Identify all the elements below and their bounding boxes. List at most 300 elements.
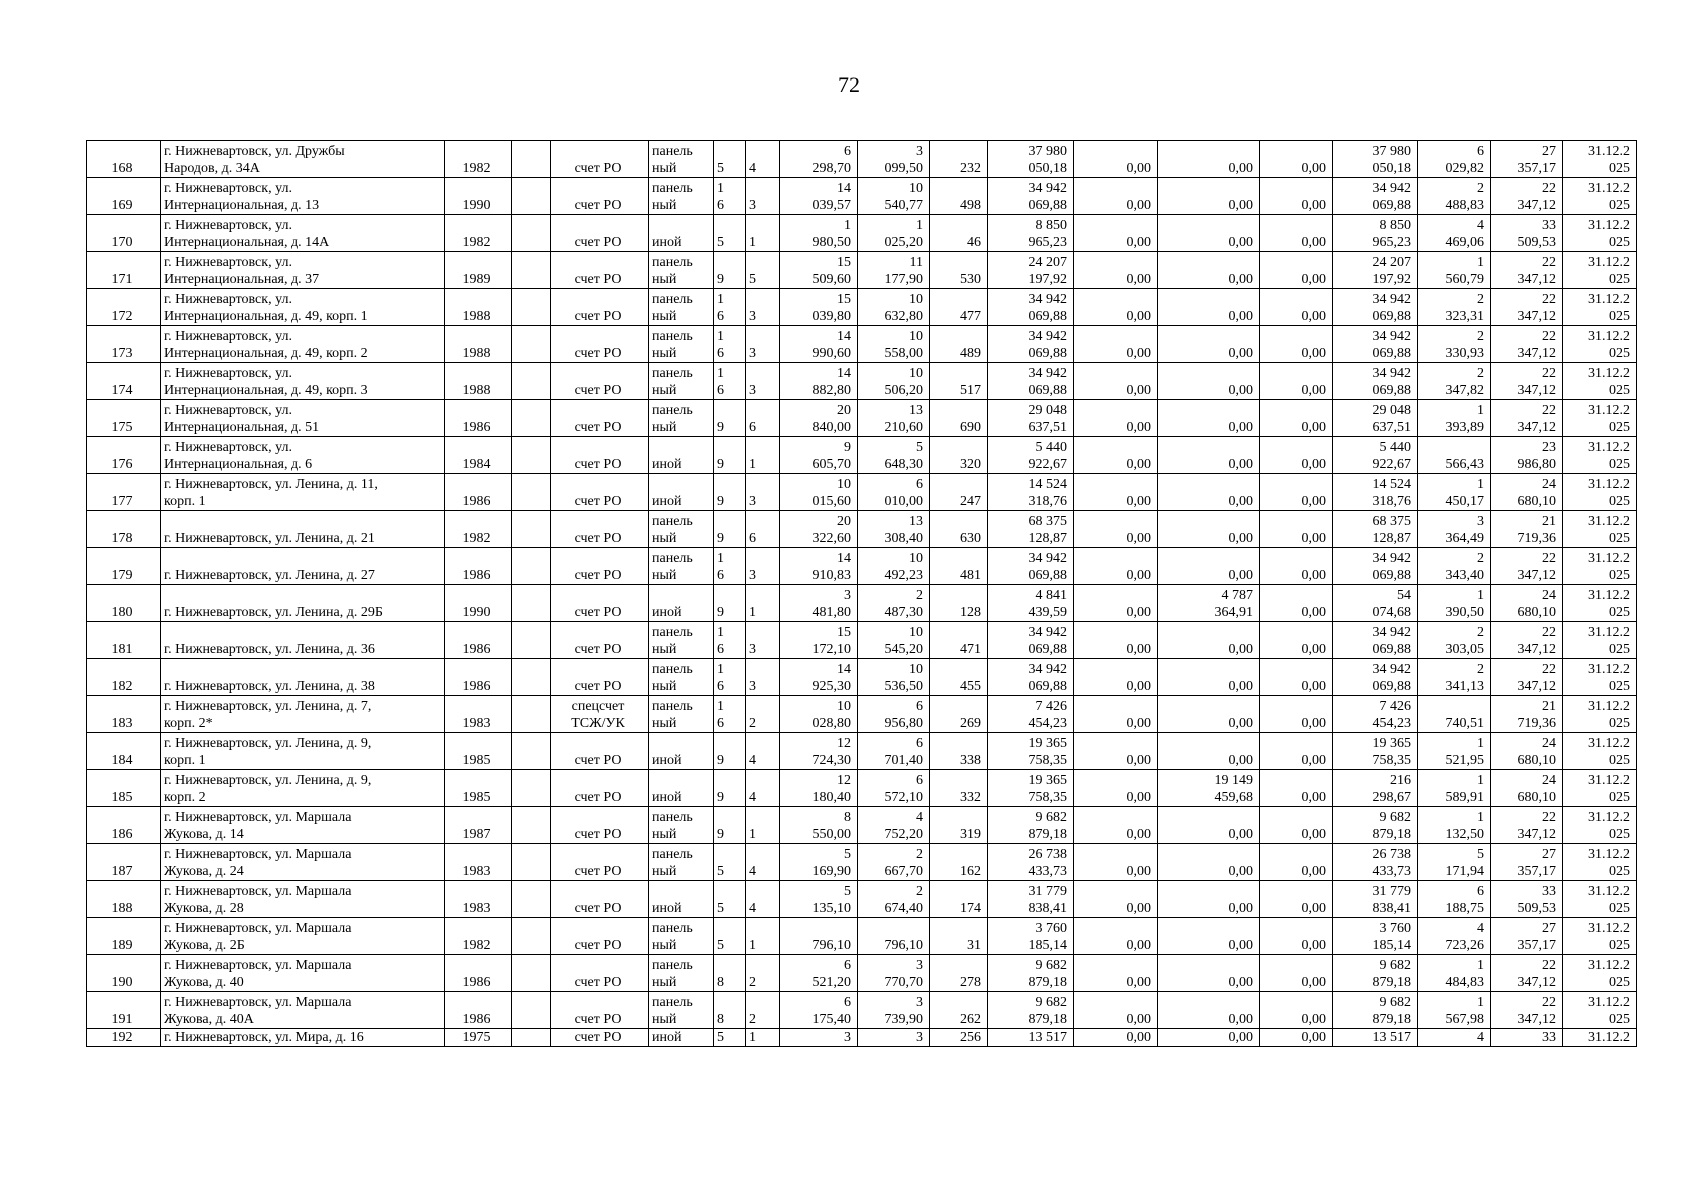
floors-cell: 1 6	[714, 289, 746, 326]
last-repair-year-cell	[512, 955, 551, 992]
subsidy-regional-cell: 0,00	[1158, 733, 1260, 770]
subsidy-local-cell: 0,00	[1260, 844, 1333, 881]
max-cost-cell: 21 719,36	[1491, 511, 1563, 548]
residents-cell: 232	[930, 141, 988, 178]
subsidy-regional-cell: 0,00	[1158, 511, 1260, 548]
max-cost-cell: 22 347,12	[1491, 622, 1563, 659]
total-cost-cell: 34 942 069,88	[988, 363, 1074, 400]
row-number-cell: 175	[87, 400, 161, 437]
living-area-cell: 11 177,90	[858, 252, 930, 289]
wall-material-cell: панель ный	[649, 252, 714, 289]
residents-cell: 489	[930, 326, 988, 363]
row-number-cell: 188	[87, 881, 161, 918]
floors-cell: 1 6	[714, 659, 746, 696]
address-cell: г. Нижневартовск, ул. Маршала Жукова, д. 14	[161, 807, 445, 844]
total-cost-cell: 4 841 439,59	[988, 585, 1074, 622]
owners-funds-cell: 37 980 050,18	[1333, 141, 1418, 178]
residents-cell: 332	[930, 770, 988, 807]
total-cost-cell: 34 942 069,88	[988, 326, 1074, 363]
residents-cell: 319	[930, 807, 988, 844]
row-number-cell: 168	[87, 141, 161, 178]
subsidy-federal-cell: 0,00	[1074, 770, 1158, 807]
address-cell: г. Нижневартовск, ул. Интернациональная, д. 14А	[161, 215, 445, 252]
total-area-cell: 6 521,20	[780, 955, 858, 992]
owners-funds-cell: 68 375 128,87	[1333, 511, 1418, 548]
max-cost-cell: 22 347,12	[1491, 548, 1563, 585]
fund-method-cell: счет РО	[551, 844, 649, 881]
specific-cost-cell: 1 560,79	[1418, 252, 1491, 289]
last-repair-year-cell	[512, 437, 551, 474]
specific-cost-cell: 4 723,26	[1418, 918, 1491, 955]
commissioning-year-cell: 1982	[445, 141, 512, 178]
floors-cell: 9	[714, 807, 746, 844]
last-repair-year-cell	[512, 252, 551, 289]
entrances-cell: 4	[746, 844, 780, 881]
residents-cell: 498	[930, 178, 988, 215]
last-repair-year-cell	[512, 733, 551, 770]
wall-material-cell: панель ный	[649, 622, 714, 659]
entrances-cell: 3	[746, 659, 780, 696]
floors-cell: 1 6	[714, 696, 746, 733]
fund-method-cell: счет РО	[551, 437, 649, 474]
max-cost-cell: 33 509,53	[1491, 215, 1563, 252]
last-repair-year-cell	[512, 992, 551, 1029]
subsidy-local-cell: 0,00	[1260, 252, 1333, 289]
total-area-cell: 5 169,90	[780, 844, 858, 881]
wall-material-cell: панель ный	[649, 511, 714, 548]
max-cost-cell: 24 680,10	[1491, 770, 1563, 807]
subsidy-local-cell: 0,00	[1260, 992, 1333, 1029]
subsidy-regional-cell: 0,00	[1158, 474, 1260, 511]
residents-cell: 530	[930, 252, 988, 289]
entrances-cell: 1	[746, 807, 780, 844]
total-cost-cell: 9 682 879,18	[988, 955, 1074, 992]
subsidy-federal-cell: 0,00	[1074, 659, 1158, 696]
subsidy-local-cell: 0,00	[1260, 548, 1333, 585]
entrances-cell: 4	[746, 141, 780, 178]
fund-method-cell: счет РО	[551, 881, 649, 918]
fund-method-cell: счет РО	[551, 770, 649, 807]
table-row	[87, 770, 1637, 807]
row-number-cell: 180	[87, 585, 161, 622]
commissioning-year-cell: 1988	[445, 363, 512, 400]
fund-method-cell: счет РО	[551, 326, 649, 363]
owners-funds-cell: 14 524 318,76	[1333, 474, 1418, 511]
owners-funds-cell: 9 682 879,18	[1333, 807, 1418, 844]
owners-funds-cell: 34 942 069,88	[1333, 548, 1418, 585]
table-row	[87, 807, 1637, 844]
address-cell: г. Нижневартовск, ул. Ленина, д. 38	[161, 659, 445, 696]
wall-material-cell: панель ный	[649, 548, 714, 585]
table-row	[87, 511, 1637, 548]
owners-funds-cell: 9 682 879,18	[1333, 992, 1418, 1029]
total-cost-cell: 9 682 879,18	[988, 807, 1074, 844]
floors-cell: 9	[714, 585, 746, 622]
subsidy-regional-cell: 0,00	[1158, 437, 1260, 474]
completion-date-cell: 31.12.2 025	[1563, 881, 1637, 918]
floors-cell: 9	[714, 770, 746, 807]
completion-date-cell: 31.12.2 025	[1563, 511, 1637, 548]
total-cost-cell: 14 524 318,76	[988, 474, 1074, 511]
last-repair-year-cell	[512, 289, 551, 326]
wall-material-cell: иной	[649, 215, 714, 252]
total-area-cell: 14 910,83	[780, 548, 858, 585]
subsidy-local-cell: 0,00	[1260, 178, 1333, 215]
total-cost-cell: 34 942 069,88	[988, 289, 1074, 326]
subsidy-local-cell: 0,00	[1260, 770, 1333, 807]
wall-material-cell: панель ный	[649, 696, 714, 733]
commissioning-year-cell: 1990	[445, 178, 512, 215]
completion-date-cell: 31.12.2 025	[1563, 807, 1637, 844]
row-number-cell: 192	[87, 1029, 161, 1047]
floors-cell: 9	[714, 252, 746, 289]
total-cost-cell: 68 375 128,87	[988, 511, 1074, 548]
wall-material-cell: панель ный	[649, 659, 714, 696]
total-area-cell: 15 172,10	[780, 622, 858, 659]
table-row	[87, 548, 1637, 585]
residents-cell: 162	[930, 844, 988, 881]
specific-cost-cell: 2 343,40	[1418, 548, 1491, 585]
specific-cost-cell: 1 132,50	[1418, 807, 1491, 844]
table-row	[87, 437, 1637, 474]
wall-material-cell: иной	[649, 1029, 714, 1047]
subsidy-local-cell: 0,00	[1260, 511, 1333, 548]
subsidy-federal-cell: 0,00	[1074, 178, 1158, 215]
last-repair-year-cell	[512, 141, 551, 178]
commissioning-year-cell: 1986	[445, 548, 512, 585]
max-cost-cell: 22 347,12	[1491, 807, 1563, 844]
residents-cell: 477	[930, 289, 988, 326]
wall-material-cell: иной	[649, 733, 714, 770]
total-cost-cell: 34 942 069,88	[988, 622, 1074, 659]
total-cost-cell: 19 365 758,35	[988, 770, 1074, 807]
subsidy-regional-cell: 0,00	[1158, 881, 1260, 918]
total-area-cell: 14 882,80	[780, 363, 858, 400]
floors-cell: 9	[714, 474, 746, 511]
completion-date-cell: 31.12.2 025	[1563, 141, 1637, 178]
subsidy-federal-cell: 0,00	[1074, 696, 1158, 733]
subsidy-local-cell: 0,00	[1260, 141, 1333, 178]
wall-material-cell: иной	[649, 474, 714, 511]
subsidy-federal-cell: 0,00	[1074, 918, 1158, 955]
entrances-cell: 3	[746, 474, 780, 511]
max-cost-cell: 22 347,12	[1491, 400, 1563, 437]
completion-date-cell: 31.12.2 025	[1563, 548, 1637, 585]
wall-material-cell: панель ный	[649, 918, 714, 955]
row-number-cell: 183	[87, 696, 161, 733]
subsidy-federal-cell: 0,00	[1074, 955, 1158, 992]
residents-cell: 256	[930, 1029, 988, 1047]
wall-material-cell: иной	[649, 881, 714, 918]
residents-cell: 128	[930, 585, 988, 622]
owners-funds-cell: 3 760 185,14	[1333, 918, 1418, 955]
fund-method-cell: счет РО	[551, 733, 649, 770]
commissioning-year-cell: 1986	[445, 400, 512, 437]
subsidy-local-cell: 0,00	[1260, 881, 1333, 918]
total-cost-cell: 26 738 433,73	[988, 844, 1074, 881]
specific-cost-cell: 1 450,17	[1418, 474, 1491, 511]
entrances-cell: 1	[746, 215, 780, 252]
subsidy-regional-cell: 0,00	[1158, 955, 1260, 992]
floors-cell: 1 6	[714, 548, 746, 585]
subsidy-local-cell: 0,00	[1260, 437, 1333, 474]
row-number-cell: 189	[87, 918, 161, 955]
living-area-cell: 6 956,80	[858, 696, 930, 733]
row-number-cell: 172	[87, 289, 161, 326]
fund-method-cell: счет РО	[551, 548, 649, 585]
address-cell: г. Нижневартовск, ул. Интернациональная, д. 49, корп. 2	[161, 326, 445, 363]
row-number-cell: 182	[87, 659, 161, 696]
subsidy-local-cell: 0,00	[1260, 289, 1333, 326]
address-cell: г. Нижневартовск, ул. Маршала Жукова, д. 2Б	[161, 918, 445, 955]
last-repair-year-cell	[512, 474, 551, 511]
entrances-cell: 1	[746, 1029, 780, 1047]
specific-cost-cell: 1 484,83	[1418, 955, 1491, 992]
total-cost-cell: 19 365 758,35	[988, 733, 1074, 770]
commissioning-year-cell: 1982	[445, 511, 512, 548]
completion-date-cell: 31.12.2 025	[1563, 659, 1637, 696]
total-area-cell: 12 724,30	[780, 733, 858, 770]
living-area-cell: 3	[858, 1029, 930, 1047]
table-row	[87, 400, 1637, 437]
subsidy-federal-cell: 0,00	[1074, 733, 1158, 770]
total-area-cell: 14 990,60	[780, 326, 858, 363]
total-cost-cell: 34 942 069,88	[988, 659, 1074, 696]
table-row	[87, 696, 1637, 733]
owners-funds-cell: 34 942 069,88	[1333, 363, 1418, 400]
total-cost-cell: 34 942 069,88	[988, 178, 1074, 215]
residents-cell: 690	[930, 400, 988, 437]
entrances-cell: 4	[746, 733, 780, 770]
completion-date-cell: 31.12.2 025	[1563, 696, 1637, 733]
max-cost-cell: 22 347,12	[1491, 178, 1563, 215]
table-row	[87, 252, 1637, 289]
table-row	[87, 1029, 1637, 1047]
floors-cell: 1 6	[714, 363, 746, 400]
owners-funds-cell: 29 048 637,51	[1333, 400, 1418, 437]
subsidy-local-cell: 0,00	[1260, 400, 1333, 437]
subsidy-local-cell: 0,00	[1260, 1029, 1333, 1047]
owners-funds-cell: 216 298,67	[1333, 770, 1418, 807]
commissioning-year-cell: 1984	[445, 437, 512, 474]
commissioning-year-cell: 1983	[445, 844, 512, 881]
specific-cost-cell: 4 469,06	[1418, 215, 1491, 252]
commissioning-year-cell: 1988	[445, 289, 512, 326]
commissioning-year-cell: 1987	[445, 807, 512, 844]
subsidy-federal-cell: 0,00	[1074, 844, 1158, 881]
subsidy-regional-cell: 0,00	[1158, 326, 1260, 363]
total-area-cell: 5 135,10	[780, 881, 858, 918]
table-row	[87, 585, 1637, 622]
fund-method-cell: счет РО	[551, 400, 649, 437]
address-cell: г. Нижневартовск, ул. Ленина, д. 11, корп. 1	[161, 474, 445, 511]
residents-cell: 338	[930, 733, 988, 770]
commissioning-year-cell: 1983	[445, 696, 512, 733]
residents-cell: 174	[930, 881, 988, 918]
max-cost-cell: 22 347,12	[1491, 363, 1563, 400]
subsidy-regional-cell: 0,00	[1158, 659, 1260, 696]
entrances-cell: 5	[746, 252, 780, 289]
max-cost-cell: 22 347,12	[1491, 326, 1563, 363]
owners-funds-cell: 19 365 758,35	[1333, 733, 1418, 770]
fund-method-cell: счет РО	[551, 1029, 649, 1047]
residents-cell: 471	[930, 622, 988, 659]
entrances-cell: 6	[746, 400, 780, 437]
living-area-cell: 3 770,70	[858, 955, 930, 992]
table-row	[87, 326, 1637, 363]
commissioning-year-cell: 1986	[445, 659, 512, 696]
subsidy-federal-cell: 0,00	[1074, 548, 1158, 585]
specific-cost-cell: 2 488,83	[1418, 178, 1491, 215]
max-cost-cell: 27 357,17	[1491, 844, 1563, 881]
specific-cost-cell: 566,43	[1418, 437, 1491, 474]
total-area-cell: 15 039,80	[780, 289, 858, 326]
table-row	[87, 363, 1637, 400]
floors-cell: 5	[714, 918, 746, 955]
completion-date-cell: 31.12.2 025	[1563, 622, 1637, 659]
living-area-cell: 10 540,77	[858, 178, 930, 215]
subsidy-local-cell: 0,00	[1260, 733, 1333, 770]
total-cost-cell: 34 942 069,88	[988, 548, 1074, 585]
subsidy-federal-cell: 0,00	[1074, 363, 1158, 400]
specific-cost-cell: 2 347,82	[1418, 363, 1491, 400]
fund-method-cell: счет РО	[551, 474, 649, 511]
max-cost-cell: 24 680,10	[1491, 474, 1563, 511]
owners-funds-cell: 54 074,68	[1333, 585, 1418, 622]
total-cost-cell: 37 980 050,18	[988, 141, 1074, 178]
owners-funds-cell: 34 942 069,88	[1333, 326, 1418, 363]
subsidy-federal-cell: 0,00	[1074, 215, 1158, 252]
table-row	[87, 215, 1637, 252]
total-cost-cell: 13 517	[988, 1029, 1074, 1047]
subsidy-local-cell: 0,00	[1260, 807, 1333, 844]
specific-cost-cell: 1 521,95	[1418, 733, 1491, 770]
subsidy-federal-cell: 0,00	[1074, 622, 1158, 659]
table-row	[87, 622, 1637, 659]
max-cost-cell: 24 680,10	[1491, 733, 1563, 770]
entrances-cell: 3	[746, 622, 780, 659]
fund-method-cell: счет РО	[551, 289, 649, 326]
row-number-cell: 169	[87, 178, 161, 215]
floors-cell: 5	[714, 881, 746, 918]
address-cell: г. Нижневартовск, ул. Интернациональная, д. 13	[161, 178, 445, 215]
owners-funds-cell: 26 738 433,73	[1333, 844, 1418, 881]
floors-cell: 5	[714, 141, 746, 178]
total-area-cell: 10 015,60	[780, 474, 858, 511]
table-row	[87, 178, 1637, 215]
living-area-cell: 796,10	[858, 918, 930, 955]
subsidy-federal-cell: 0,00	[1074, 511, 1158, 548]
commissioning-year-cell: 1985	[445, 733, 512, 770]
wall-material-cell: иной	[649, 770, 714, 807]
living-area-cell: 4 752,20	[858, 807, 930, 844]
entrances-cell: 6	[746, 511, 780, 548]
fund-method-cell: счет РО	[551, 511, 649, 548]
subsidy-regional-cell: 0,00	[1158, 992, 1260, 1029]
completion-date-cell: 31.12.2 025	[1563, 585, 1637, 622]
residents-cell: 630	[930, 511, 988, 548]
completion-date-cell: 31.12.2 025	[1563, 400, 1637, 437]
fund-method-cell: счет РО	[551, 659, 649, 696]
floors-cell: 8	[714, 992, 746, 1029]
residents-cell: 455	[930, 659, 988, 696]
specific-cost-cell: 6 029,82	[1418, 141, 1491, 178]
wall-material-cell: панель ный	[649, 363, 714, 400]
table-row	[87, 659, 1637, 696]
last-repair-year-cell	[512, 178, 551, 215]
last-repair-year-cell	[512, 548, 551, 585]
subsidy-regional-cell: 0,00	[1158, 696, 1260, 733]
subsidy-local-cell: 0,00	[1260, 622, 1333, 659]
total-area-cell: 1 980,50	[780, 215, 858, 252]
total-area-cell: 20 322,60	[780, 511, 858, 548]
completion-date-cell: 31.12.2 025	[1563, 215, 1637, 252]
address-cell: г. Нижневартовск, ул. Мира, д. 16	[161, 1029, 445, 1047]
owners-funds-cell: 34 942 069,88	[1333, 289, 1418, 326]
commissioning-year-cell: 1975	[445, 1029, 512, 1047]
address-cell: г. Нижневартовск, ул. Ленина, д. 7, корп. 2*	[161, 696, 445, 733]
wall-material-cell: панель ный	[649, 400, 714, 437]
living-area-cell: 6 701,40	[858, 733, 930, 770]
total-cost-cell: 3 760 185,14	[988, 918, 1074, 955]
subsidy-federal-cell: 0,00	[1074, 141, 1158, 178]
max-cost-cell: 22 347,12	[1491, 252, 1563, 289]
subsidy-local-cell: 0,00	[1260, 474, 1333, 511]
fund-method-cell: счет РО	[551, 141, 649, 178]
wall-material-cell: панель ный	[649, 326, 714, 363]
residents-cell: 31	[930, 918, 988, 955]
residents-cell: 46	[930, 215, 988, 252]
completion-date-cell: 31.12.2 025	[1563, 918, 1637, 955]
max-cost-cell: 22 347,12	[1491, 955, 1563, 992]
floors-cell: 1 6	[714, 178, 746, 215]
subsidy-regional-cell: 0,00	[1158, 548, 1260, 585]
max-cost-cell: 33	[1491, 1029, 1563, 1047]
commissioning-year-cell: 1983	[445, 881, 512, 918]
last-repair-year-cell	[512, 215, 551, 252]
entrances-cell: 4	[746, 881, 780, 918]
specific-cost-cell: 6 188,75	[1418, 881, 1491, 918]
living-area-cell: 13 308,40	[858, 511, 930, 548]
subsidy-regional-cell: 19 149 459,68	[1158, 770, 1260, 807]
subsidy-federal-cell: 0,00	[1074, 807, 1158, 844]
subsidy-regional-cell: 0,00	[1158, 178, 1260, 215]
last-repair-year-cell	[512, 1029, 551, 1047]
completion-date-cell: 31.12.2 025	[1563, 733, 1637, 770]
address-cell: г. Нижневартовск, ул. Дружбы Народов, д. 34А	[161, 141, 445, 178]
entrances-cell: 2	[746, 992, 780, 1029]
housing-registry-table	[86, 140, 1637, 1047]
specific-cost-cell: 1 567,98	[1418, 992, 1491, 1029]
living-area-cell: 6 572,10	[858, 770, 930, 807]
table-row	[87, 733, 1637, 770]
subsidy-regional-cell: 0,00	[1158, 400, 1260, 437]
address-cell: г. Нижневартовск, ул. Интернациональная, д. 6	[161, 437, 445, 474]
owners-funds-cell: 34 942 069,88	[1333, 659, 1418, 696]
subsidy-federal-cell: 0,00	[1074, 400, 1158, 437]
subsidy-regional-cell: 0,00	[1158, 918, 1260, 955]
subsidy-local-cell: 0,00	[1260, 215, 1333, 252]
residents-cell: 320	[930, 437, 988, 474]
specific-cost-cell: 2 303,05	[1418, 622, 1491, 659]
fund-method-cell: счет РО	[551, 807, 649, 844]
subsidy-regional-cell: 0,00	[1158, 215, 1260, 252]
table-row	[87, 141, 1637, 178]
floors-cell: 9	[714, 733, 746, 770]
living-area-cell: 10 492,23	[858, 548, 930, 585]
max-cost-cell: 23 986,80	[1491, 437, 1563, 474]
row-number-cell: 187	[87, 844, 161, 881]
